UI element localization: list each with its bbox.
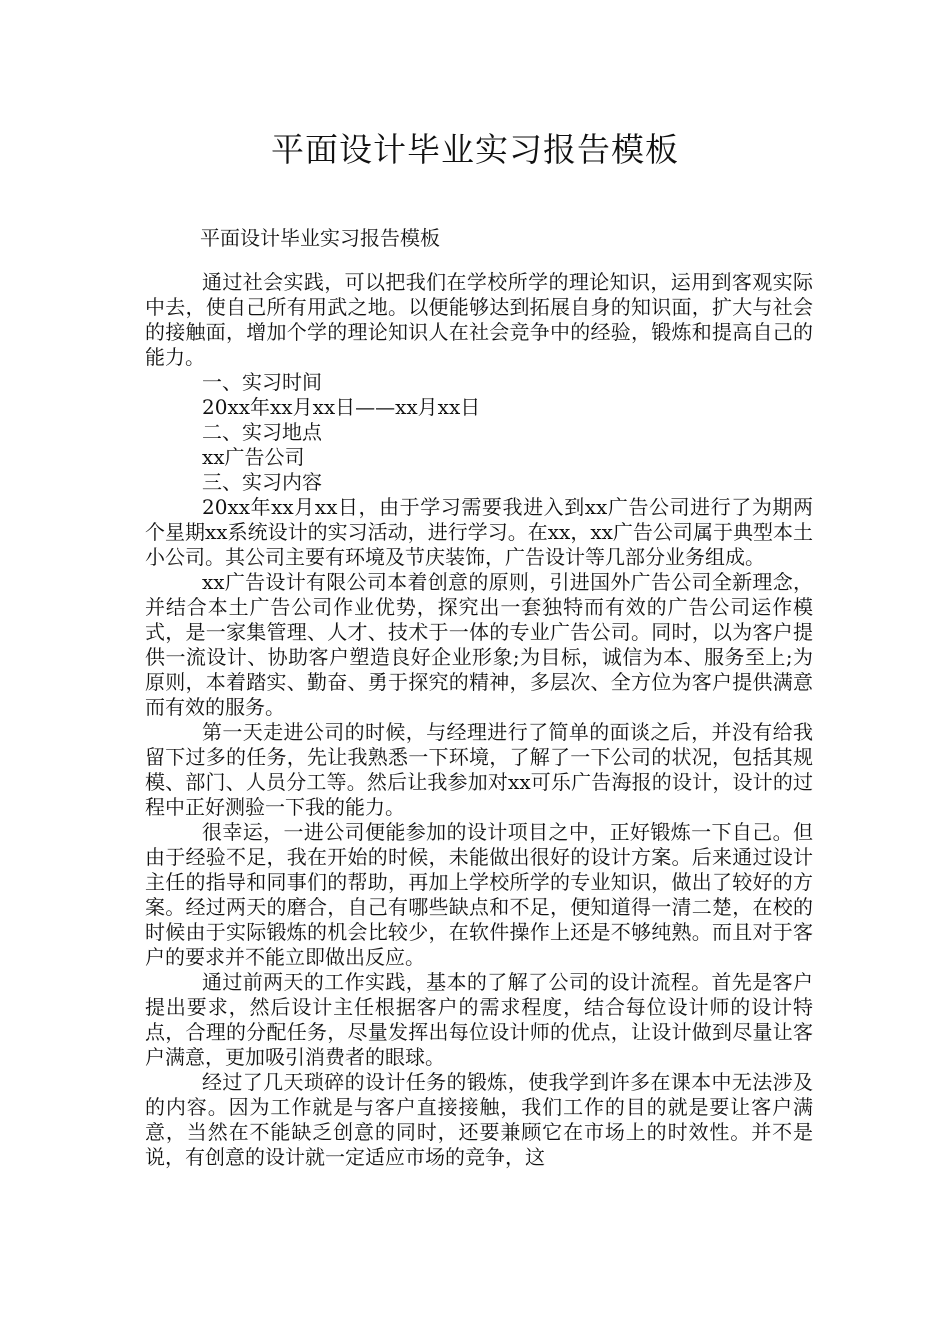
internship-location: xx广告公司 <box>202 445 305 469</box>
document-body <box>145 270 813 1170</box>
document-subtitle: 平面设计毕业实习报告模板 <box>200 226 440 250</box>
paragraph: xx广告设计有限公司本着创意的原则，引进国外广告公司全新理念，并结合本土广告公司作业优势，探究出一套独特而有效的广告公司运作模式，是一家集管理、人才、技术于一体的专业广告公司。同时，以为客户提供一流设计、协助客户塑造良好企业形象;为目标，诚信为本、服务至上;为原则，本着踏实、勤奋、勇于探究的精神，多层次、全方位为客户提供满意而有效的服务。 <box>145 570 813 719</box>
paragraph: 通过社会实践，可以把我们在学校所学的理论知识，运用到客观实际中去，使自己所有用武之地。以便能够达到拓展自身的知识面，扩大与社会的接触面，增加个学的理论知识人在社会竞争中的经验，锻炼和提高自己的能力。 <box>145 270 813 369</box>
paragraph: 20xx年xx月xx日，由于学习需要我进入到xx广告公司进行了为期两个星期xx系统设计的实习活动，进行学习。在xx，xx广告公司属于典型本土小公司。其公司主要有环境及节庆装饰，广告设计等几部分业务组成。 <box>145 495 813 569</box>
paragraph: 很幸运，一进公司便能参加的设计项目之中，正好锻炼一下自己。但由于经验不足，我在开始的时候，未能做出很好的设计方案。后来通过设计主任的指导和同事们的帮助，再加上学校所学的专业知识，做出了较好的方案。经过两天的磨合，自己有哪些缺点和不足，便知道得一清二楚，在校的时候由于实际锻炼的机会比较少，在软件操作上还是不够纯熟。而且对于客户的要求并不能立即做出反应。 <box>145 820 813 969</box>
section-heading-content: 三、实习内容 <box>202 470 322 494</box>
section-heading-location: 二、实习地点 <box>202 420 322 444</box>
document-title: 平面设计毕业实习报告模板 <box>271 130 679 169</box>
paragraph: 通过前两天的工作实践，基本的了解了公司的设计流程。首先是客户提出要求，然后设计主任根据客户的需求程度，结合每位设计师的设计特点，合理的分配任务，尽量发挥出每位设计师的优点，让设计做到尽量让客户满意，更加吸引消费者的眼球。 <box>145 970 813 1069</box>
internship-dates: 20xx年xx月xx日——xx月xx日 <box>202 395 481 419</box>
section-heading-time: 一、实习时间 <box>202 370 322 394</box>
paragraph: 经过了几天琐碎的设计任务的锻炼，使我学到许多在课本中无法涉及的内容。因为工作就是与客户直接接触，我们工作的目的就是要让客户满意，当然在不能缺乏创意的同时，还要兼顾它在市场上的时效性。并不是说，有创意的设计就一定适应市场的竞争，这 <box>145 1070 813 1169</box>
paragraph: 第一天走进公司的时候，与经理进行了简单的面谈之后，并没有给我留下过多的任务，先让我熟悉一下环境，了解了一下公司的状况，包括其规模、部门、人员分工等。然后让我参加对xx可乐广告海报的设计，设计的过程中正好测验一下我的能力。 <box>145 720 813 819</box>
